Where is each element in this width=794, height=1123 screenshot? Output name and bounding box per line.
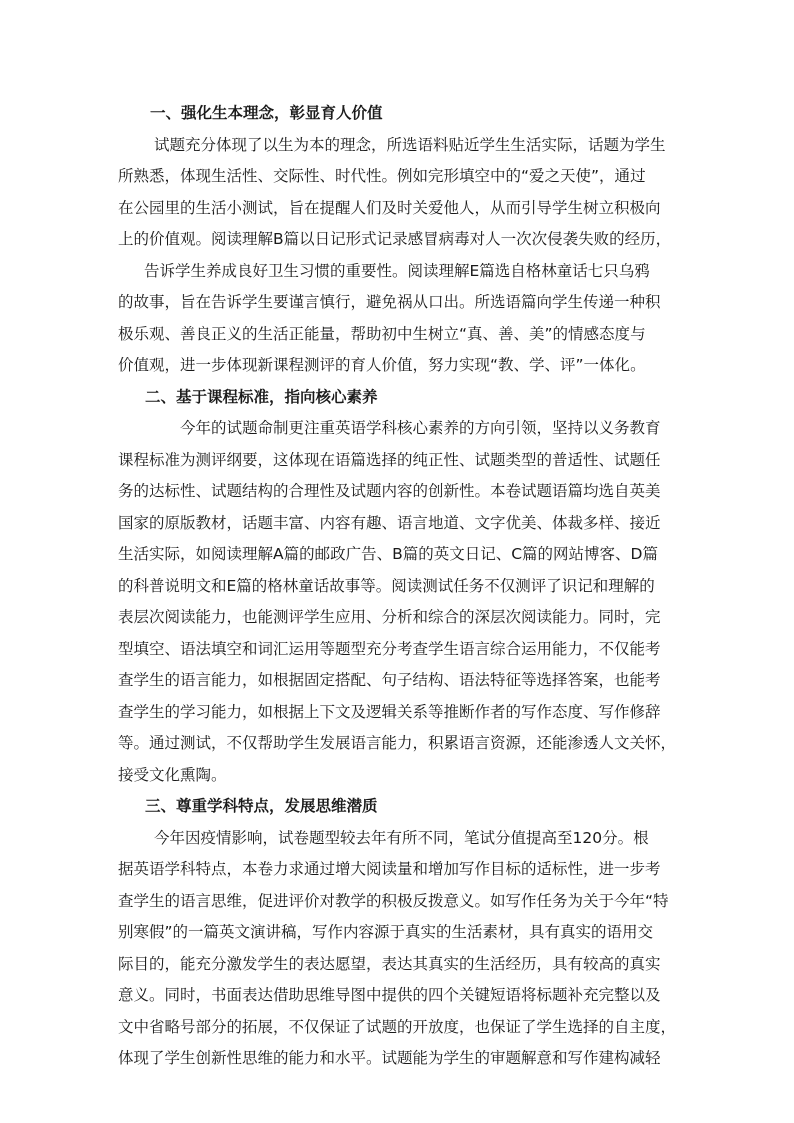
text-line: 上的价值观。阅读理解B篇以日记形式记录感冒病毒对人一次次侵袭失败的经历，	[118, 230, 672, 248]
text-line: 型填空、语法填空和词汇运用等题型充分考查学生语言综合运用能力，不仅能考	[118, 639, 661, 658]
section-paragraph-3	[118, 823, 678, 1075]
text-line: 在公园里的生活小测试，旨在提醒人们及时关爱他人，从而引导学生树立积极向	[118, 198, 661, 217]
text-line: 价值观，进一步体现新课程测评的育人价值，努力实现“教、学、评”一体化。	[118, 356, 646, 374]
text-line: 意义。同时，书面表达借助思维导图中提供的四个关键短语将标题补充完整以及	[118, 986, 661, 1004]
text-line: 的科普说明文和E篇的格林童话故事等。阅读测试任务不仅测评了识记和理解的	[118, 576, 655, 595]
text-line: 体现了学生创新性思维的能力和水平。试题能为学生的审题解意和写作建构减轻	[118, 1049, 661, 1067]
text-line: 接受文化熏陶。	[118, 765, 227, 784]
text-line: 查学生的学习能力，如根据上下文及逻辑关系等推断作者的写作态度、写作修辞	[118, 702, 661, 721]
text-line: 际目的，能充分激发学生的表达愿望，表达其真实的生活经历，具有较高的真实	[118, 954, 661, 973]
text-line: 课程标准为测评纲要，这体现在语篇选择的纯正性、试题类型的普适性、试题任	[118, 450, 661, 469]
text-line: 今年因疫情影响，试卷题型较去年有所不同，笔试分值提高至120分。根	[154, 828, 649, 847]
section-heading-2: 二、基于课程标准，指向核心素养	[145, 387, 378, 406]
text-line: 的故事，旨在告诉学生要谨言慎行，避免祸从口出。所选语篇向学生传递一种积	[118, 293, 661, 311]
text-line: 查学生的语言能力，如根据固定搭配、句子结构、语法特征等选择答案，也能考	[118, 671, 661, 689]
section-heading-3: 三、尊重学科特点，发展思维潜质	[145, 797, 378, 815]
text-line: 极乐观、善良正义的生活正能量，帮助初中生树立“真、善、美”的情感态度与	[118, 324, 646, 343]
text-line: 表层次阅读能力，也能测评学生应用、分析和综合的深层次阅读能力。同时，完	[118, 608, 661, 626]
document-body	[118, 98, 678, 1075]
text-line: 生活实际，如阅读理解A篇的邮政广告、B篇的英文日记、C篇的网站博客、D篇	[118, 545, 658, 563]
text-line: 务的达标性、试题结构的合理性及试题内容的创新性。本卷试题语篇均选自英美	[118, 482, 661, 500]
text-line: 文中省略号部分的拓展，不仅保证了试题的开放度，也保证了学生选择的自主度，	[118, 1017, 677, 1036]
text-line: 据英语学科特点，本卷力求通过增大阅读量和增加写作目标的适标性，进一步考	[118, 860, 661, 878]
text-line: 所熟悉，体现生活性、交际性、时代性。例如完形填空中的“爱之天使”，通过	[118, 167, 646, 185]
text-line: 今年的试题命制更注重英语学科核心素养的方向引领，坚持以义务教育	[180, 419, 661, 437]
section-heading-1: 一、强化生本理念，彰显育人价值	[150, 104, 383, 122]
section-paragraph-1	[118, 130, 678, 382]
text-line: 试题充分体现了以生为本的理念，所选语料贴近学生生活实际，话题为学生	[154, 135, 666, 154]
text-line: 别寒假”的一篇英文演讲稿，写作内容源于真实的生活素材，具有真实的语用交	[118, 923, 654, 941]
text-line: 查学生的语言思维，促进评价对教学的积极反拨意义。如写作任务为关于今年“特	[118, 891, 669, 910]
text-line: 国家的原版教材，话题丰富、内容有趣、语言地道、文字优美、体裁多样、接近	[118, 513, 661, 532]
text-line: 等。通过测试，不仅帮助学生发展语言能力，积累语言资源，还能渗透人文关怀，	[118, 734, 677, 752]
section-paragraph-2	[118, 413, 678, 791]
text-line: 告诉学生养成良好卫生习惯的重要性。阅读理解E篇选自格林童话七只乌鸦	[144, 261, 650, 280]
